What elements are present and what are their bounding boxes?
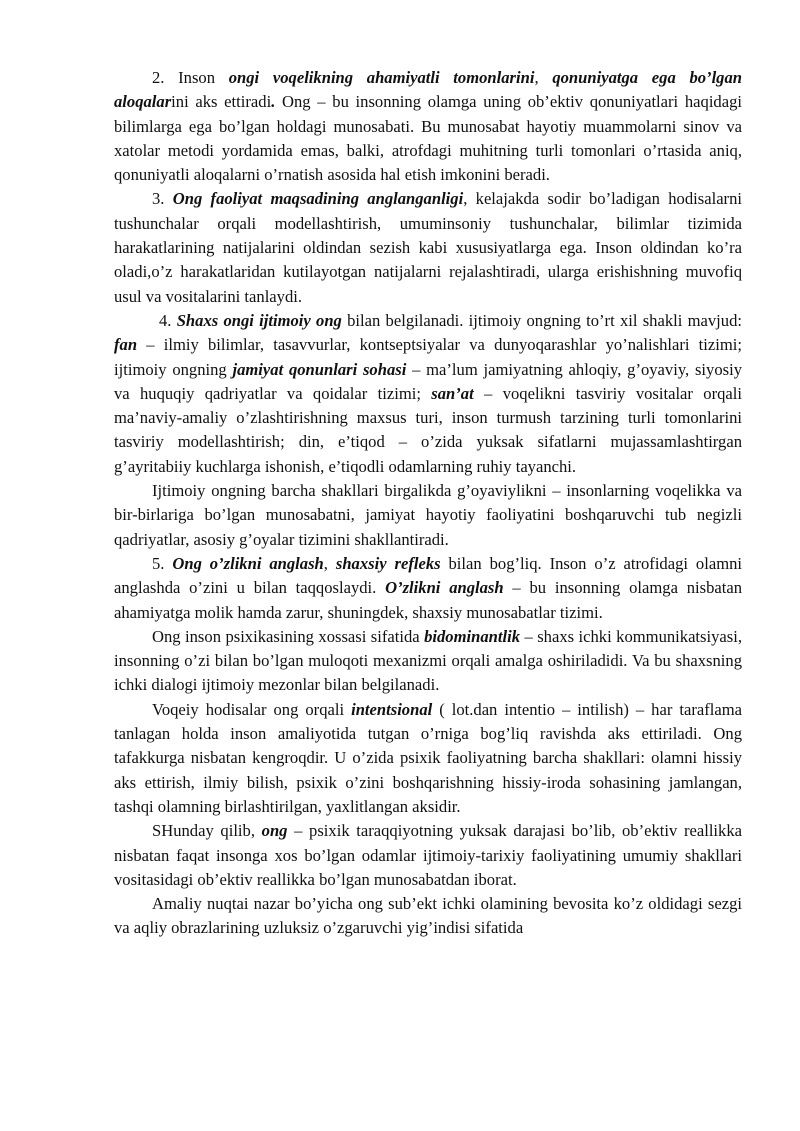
- body-text: Ong – bu insonning olamga uning ob’ektiv qonuniyatlari haqidagi bilimlarga ega bo’lgan holdagi munosabati. Bu munosabat hayotiy muammolarni sinov va xatolar metodi yordamida emas, balki, atrofdagi muhitning turli tomonlari o’rtasida aniq, qonuniyatli aloqalarni o’rnatish asosida hal etish imkonini beradi.: [114, 92, 742, 185]
- emphasis-wrapper: [172, 554, 323, 573]
- paragraph-p3: [114, 187, 742, 308]
- emphasis-term: Ong faoliyat maqsadining anglanganligi: [172, 189, 464, 209]
- emphasis-term: qonuniyatga ega bo’lgan aloqalar: [114, 68, 742, 112]
- paragraph-p-shunday: [114, 819, 742, 892]
- body-text: Voqeiy hodisalar ong orqali: [152, 699, 352, 719]
- body-text: – shaxs ichki kommunikatsiyasi, insonning o’zi bilan bo’lgan muloqoti mexanizmi orqali amalga oshiriladidi. Va bu shaxsning ichki dialogi ijtimoiy mezonlar bilan belgilanadi.: [114, 626, 742, 695]
- emphasis-term: O’zlikni anglash: [385, 578, 504, 598]
- emphasis-term: .: [271, 92, 276, 112]
- emphasis-term: san’at: [431, 383, 474, 403]
- body-text: Ijtimoiy ongning barcha shakllari birgalikda g’oyaviylikni – insonlarning voqelikka va bir-birlariga bo’lgan munosabatni, jamiyat hayotiy faoliyatini boshqaruvchi tub negizli qadriyatlar, asosiy g’oyalar tizimini shakllantiradi.: [114, 481, 742, 549]
- paragraph-p-amaliy: [114, 892, 742, 941]
- body-text: SHunday qilib,: [152, 821, 262, 841]
- emphasis-wrapper: [262, 821, 288, 840]
- emphasis-wrapper: [431, 384, 473, 403]
- paragraph-p5: [114, 552, 742, 625]
- emphasis-wrapper: [232, 360, 406, 379]
- body-text: ,: [323, 553, 336, 573]
- paragraph-p-voqeiy: [114, 698, 742, 819]
- body-text: bilan belgilanadi. ijtimoiy ongning to’rt xil shakli mavjud:: [341, 310, 742, 330]
- body-text: 5.: [152, 553, 173, 573]
- body-text: – ma’lum jamiyatning ahloqiy, g’oyaviy, siyosiy va huquqiy qadriyatlar va qoidalar tizimi;: [114, 359, 742, 403]
- emphasis-wrapper: [114, 335, 137, 354]
- body-text: 4.: [159, 310, 177, 330]
- paragraph-p-ong-inson: [114, 625, 742, 698]
- body-text: – bu insonning olamga nisbatan ahamiyatga molik hamda zarur, shuningdek, shaxsiy munosabatlar tizimi.: [114, 578, 743, 622]
- emphasis-term: fan: [114, 335, 138, 355]
- paragraph-p4: [114, 309, 742, 479]
- body-text: ,: [534, 68, 553, 87]
- body-text: Amaliy nuqtai nazar bo’yicha ong sub’ekt ichki olamining bevosita ko’z oldidagi sezgi va aqliy obrazlarining uzluksiz o’zgaruvchi yig’indisi sifatida: [114, 894, 742, 938]
- emphasis-term: ongi voqelikning ahamiyatli tomonlarini: [228, 68, 535, 87]
- body-text: bilan bog’liq. Inson o’z atrofidagi olamni anglashda o’zini u bilan taqqoslaydi.: [114, 553, 743, 598]
- emphasis-term: shaxsiy refleks: [335, 553, 441, 573]
- body-text: Ong inson psixikasining xossasi sifatida: [152, 626, 425, 646]
- emphasis-wrapper: [424, 627, 520, 646]
- emphasis-wrapper: [385, 578, 504, 597]
- emphasis-wrapper: [336, 554, 441, 573]
- emphasis-wrapper: [229, 68, 535, 87]
- emphasis-term: intentsional: [351, 699, 433, 719]
- emphasis-wrapper: [351, 700, 432, 719]
- body-text: , kelajakda sodir bo’ladigan hodisalarni tushunchalar orqali modellashtirish, umuminsoniy tushunchalar, bilimlar tizimida harakatlarining natijalarini oldindan sezish kabi xususiyatlarga ega. Inson oldindan ko’ra oladi,o’z harakatlaridan kutilayotgan natijalarni rejalashtiradi, ularga erishishning muvofiq usul va vositalarini tanlaydi.: [114, 189, 742, 306]
- emphasis-wrapper: [177, 311, 342, 330]
- body-text: – voqelikni tasviriy vositalar orqali ma’naviy-amaliy o’zlashtirishning maxsus turi, inson turmush tarzining turli tomonlarini tasviriy modellashtirish; din, e’tiqod – o’zida yuksak sifatlarni mujassamlashtirgan g’ayritabiiy kuchlarga ishonish, e’tiqodli odamlarning ruhiy tayanchi.: [114, 383, 742, 476]
- emphasis-wrapper: [173, 189, 463, 208]
- body-text: – ilmiy bilimlar, tasavvurlar, kontseptsiyalar va dunyoqarashlar yo’nalishlari tizimi; ijtimoiy ongning: [114, 335, 742, 379]
- paragraph-p-ijtimoiy: [114, 479, 742, 552]
- emphasis-term: Shaxs ongi ijtimoiy ong: [176, 310, 342, 330]
- document-page: [114, 66, 742, 941]
- body-text: ( lot.dan intentio – intilish) – har taraflama tanlagan holda inson amaliyotida tutgan o’rniga bog’liq ravishda aks ettiriladi. Ong tafakkurga nisbatan kengroqdir. U o’zida psixik faoliyatning barcha shakllari: olamni hissiy aks ettirish, ilmiy bilish, psixik o’zini boshqarishning hissiy-iroda sohasining jamlangan, tashqi olamning birlashtirilgan, yaxlitlangan aksidir.: [114, 699, 742, 816]
- emphasis-term: Ong o’zlikni anglash: [172, 553, 324, 573]
- paragraph-p2: [114, 66, 742, 187]
- emphasis-term: jamiyat qonunlari sohasi: [232, 359, 407, 379]
- body-text: – psixik taraqqiyotning yuksak darajasi bo’lib, ob’ektiv reallikka nisbatan faqat insonga xos bo’lgan odamlar ijtimoiy-tarixiy faoliyatining umumiy shakllari vositasidagi ob’ektiv reallikka bo’lgan munosabatdan iborat.: [114, 821, 742, 889]
- body-text: 2. Inson: [152, 68, 229, 87]
- emphasis-term: ong: [261, 821, 288, 841]
- body-text: 3.: [152, 189, 173, 209]
- body-text: ini aks ettiradi: [171, 92, 272, 112]
- emphasis-term: bidominantlik: [424, 626, 520, 646]
